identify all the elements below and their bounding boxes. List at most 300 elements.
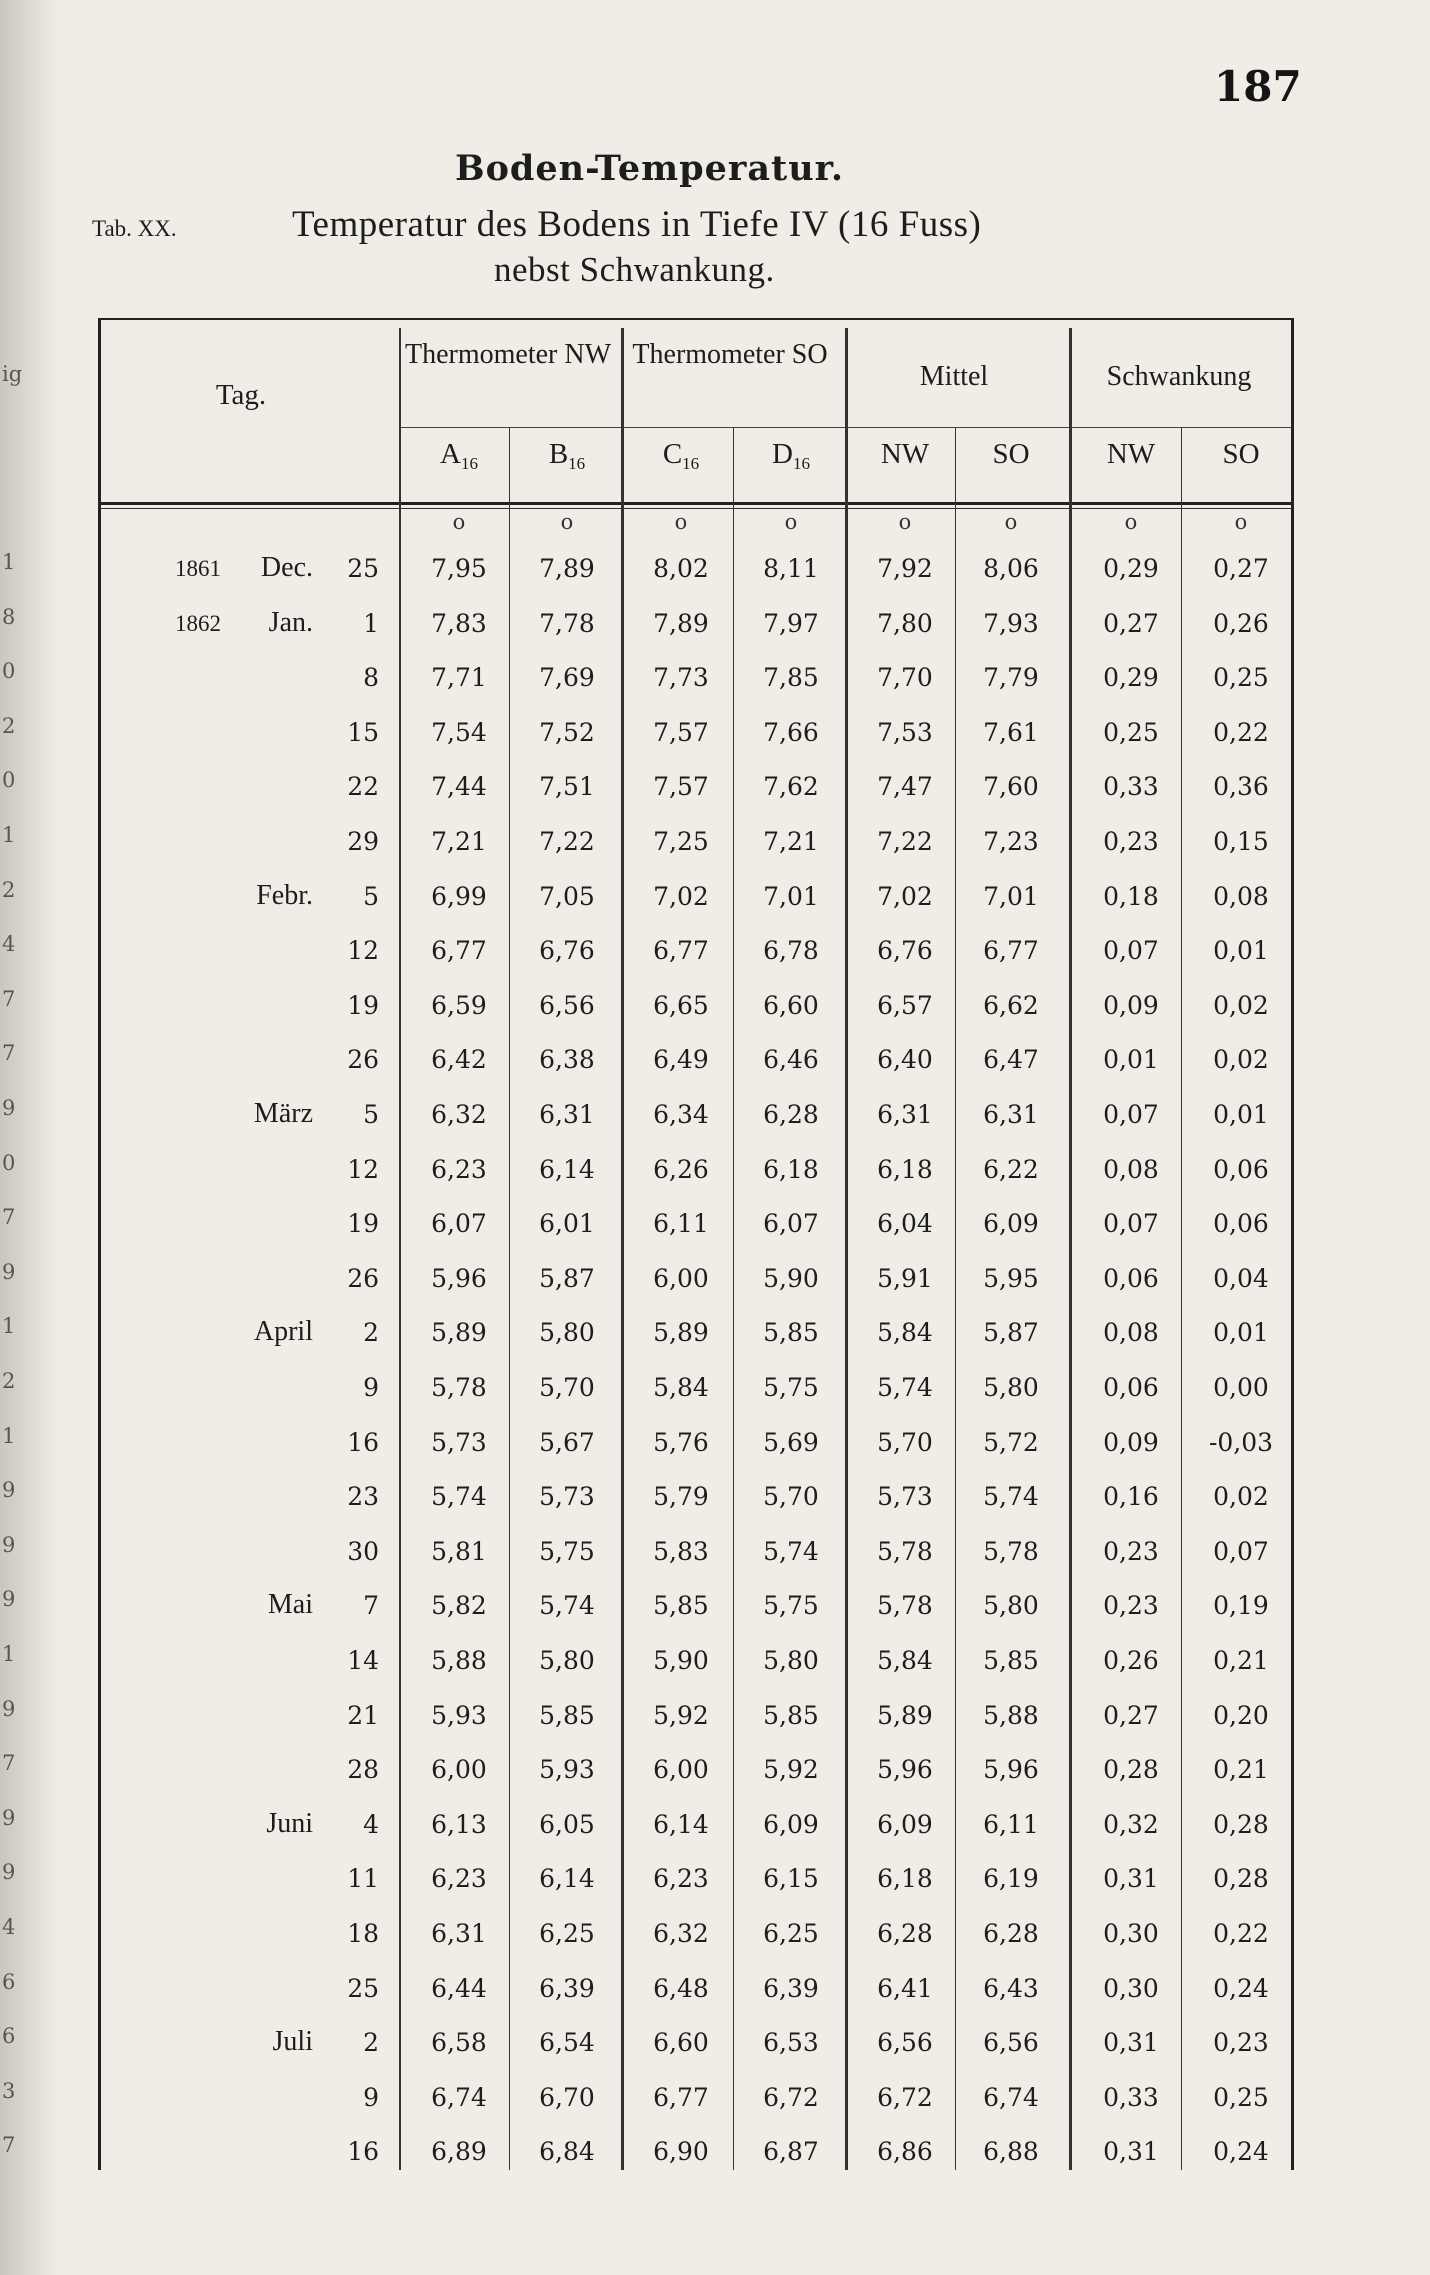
row-month: Dec. xyxy=(260,552,313,583)
table-cell: 7,83 xyxy=(431,608,487,638)
subheader-rule-mittel xyxy=(845,427,1069,428)
table-cell: 5,72 xyxy=(983,1427,1039,1457)
table-cell: 5,85 xyxy=(653,1591,709,1621)
table-cell: 7,02 xyxy=(653,881,709,911)
table-cell: 0,01 xyxy=(1103,1045,1159,1075)
table-cell: 6,84 xyxy=(539,2137,595,2167)
table-cell: 6,60 xyxy=(653,2028,709,2058)
table-cell: 7,78 xyxy=(539,608,595,638)
table-row xyxy=(101,1207,1291,1262)
table-cell: 7,22 xyxy=(877,827,933,856)
table-cell: 5,96 xyxy=(983,1755,1039,1785)
table-cell: 6,39 xyxy=(763,1973,819,2003)
table-cell: 0,07 xyxy=(1103,1100,1159,1129)
table-row xyxy=(101,1426,1291,1481)
table-cell: 0,07 xyxy=(1103,1209,1159,1239)
table-cell: 0,06 xyxy=(1103,1373,1159,1402)
gutter-fragment: 0 xyxy=(2,1150,16,1175)
gutter-fragment: 6 xyxy=(2,1969,16,1994)
gutter-fragment: 7 xyxy=(2,986,16,1011)
table-cell: 0,27 xyxy=(1103,608,1159,638)
table-cell: 5,88 xyxy=(983,1700,1039,1730)
table-cell: 5,89 xyxy=(877,1700,933,1730)
table-cell: 5,80 xyxy=(539,1646,595,1675)
table-cell: 5,80 xyxy=(539,1318,595,1348)
table-cell: 7,73 xyxy=(653,663,709,693)
table-row xyxy=(101,1808,1291,1863)
row-day: 26 xyxy=(347,1263,379,1293)
subheader-rule-schwankung xyxy=(1069,427,1291,428)
row-day: 25 xyxy=(347,1973,379,2003)
subheader-subscript: 16 xyxy=(460,454,478,473)
degree-mark: o xyxy=(452,510,466,534)
table-cell: 5,89 xyxy=(653,1318,709,1348)
subheader-cell xyxy=(1078,438,1184,471)
table-cell: 7,25 xyxy=(653,827,709,856)
table-cell: 7,92 xyxy=(877,554,933,583)
table-cell: 5,90 xyxy=(763,1263,819,1293)
table-cell: 6,14 xyxy=(539,1154,595,1184)
table-cell: 0,28 xyxy=(1103,1755,1159,1785)
row-day: 15 xyxy=(347,717,379,747)
row-day: 9 xyxy=(363,2082,379,2112)
table-cell: 5,96 xyxy=(431,1263,487,1293)
table-cell: 5,92 xyxy=(653,1700,709,1730)
subheader-label: C xyxy=(662,438,683,470)
table-cell: 6,28 xyxy=(877,1919,933,1948)
table-cell: 6,77 xyxy=(653,2082,709,2112)
table-cell: 0,24 xyxy=(1213,1973,1269,2003)
table-cell: 5,82 xyxy=(431,1591,487,1621)
table-cell: 0,29 xyxy=(1103,663,1159,693)
table-cell: 0,02 xyxy=(1213,1045,1269,1075)
table-cell: 7,02 xyxy=(877,881,933,911)
table-cell: 0,26 xyxy=(1103,1646,1159,1675)
table-cell: 0,04 xyxy=(1213,1263,1269,1293)
gutter-fragment: 8 xyxy=(2,604,16,629)
table-cell: 5,90 xyxy=(653,1646,709,1675)
table-cell: 7,97 xyxy=(763,608,819,638)
table-cell: 6,23 xyxy=(431,1154,487,1184)
table-cell: 0,08 xyxy=(1103,1154,1159,1184)
table-cell: 6,32 xyxy=(431,1100,487,1129)
table-cell: 6,22 xyxy=(983,1154,1039,1184)
table-cell: 7,51 xyxy=(539,772,595,802)
table-cell: 0,08 xyxy=(1103,1318,1159,1348)
gutter-fragment: 7 xyxy=(2,2133,16,2158)
header-thermometer-so: Thermometer SO xyxy=(632,339,828,370)
table-cell: 0,23 xyxy=(1103,1536,1159,1566)
table-cell: 0,06 xyxy=(1103,1263,1159,1293)
table-cell: 6,86 xyxy=(877,2137,933,2167)
table-cell: 6,77 xyxy=(653,936,709,966)
table-cell: 6,39 xyxy=(539,1973,595,2003)
table-cell: 5,93 xyxy=(431,1700,487,1730)
table-cell: 0,07 xyxy=(1213,1536,1269,1566)
table-cell: 7,89 xyxy=(653,608,709,638)
table-cell: 7,89 xyxy=(539,554,595,583)
table-row xyxy=(101,2026,1291,2081)
row-day: 2 xyxy=(363,1318,379,1348)
table-row xyxy=(101,825,1291,880)
table-row xyxy=(101,552,1291,607)
table-row xyxy=(101,880,1291,935)
table-cell: 8,06 xyxy=(983,554,1039,583)
gutter-fragment: ig xyxy=(2,362,23,386)
table-cell: 5,70 xyxy=(877,1427,933,1457)
table-cell: 0,07 xyxy=(1103,936,1159,966)
table-cell: 6,23 xyxy=(653,1864,709,1894)
table-cell: 7,79 xyxy=(983,663,1039,693)
table-cell: 6,15 xyxy=(763,1864,819,1894)
table-cell: 5,92 xyxy=(763,1755,819,1785)
table-row xyxy=(101,1535,1291,1590)
table-cell: 6,13 xyxy=(431,1809,487,1839)
subheader-label: NW xyxy=(880,438,930,470)
gutter-fragment: 4 xyxy=(2,1915,16,1939)
subheader-label: NW xyxy=(1106,438,1156,470)
table-cell: 6,31 xyxy=(539,1100,595,1129)
header-mittel: Mittel xyxy=(919,361,989,392)
row-day: 29 xyxy=(347,827,379,856)
table-number-label: Tab. XX. xyxy=(92,216,177,241)
table-cell: 0,23 xyxy=(1103,1591,1159,1621)
table-cell: 5,85 xyxy=(983,1646,1039,1675)
gutter-fragment: 9 xyxy=(2,1478,16,1503)
table-cell: 7,93 xyxy=(983,608,1039,638)
table-cell: 6,65 xyxy=(653,990,709,1020)
table-cell: 5,74 xyxy=(983,1482,1039,1512)
table-row xyxy=(101,2135,1291,2190)
table-cell: 6,77 xyxy=(983,936,1039,966)
table-cell: 6,09 xyxy=(763,1809,819,1839)
table-cell: 6,31 xyxy=(431,1919,487,1948)
table-cell: 6,57 xyxy=(877,990,933,1020)
table-cell: 6,76 xyxy=(539,936,595,966)
table-cell: 7,80 xyxy=(877,608,933,638)
table-cell: 0,36 xyxy=(1213,772,1269,802)
table-cell: 7,85 xyxy=(763,663,819,693)
table-row xyxy=(101,989,1291,1044)
table-cell: 6,40 xyxy=(877,1045,933,1075)
table-cell: 6,46 xyxy=(763,1045,819,1075)
table-cell: 0,25 xyxy=(1103,717,1159,747)
table-cell: 5,93 xyxy=(539,1755,595,1785)
row-day: 23 xyxy=(347,1482,379,1512)
table-cell: 6,32 xyxy=(653,1919,709,1948)
table-cell: 0,33 xyxy=(1103,2082,1159,2112)
table-cell: 6,25 xyxy=(539,1919,595,1948)
subheader-cell xyxy=(958,438,1064,471)
table-cell: 0,15 xyxy=(1213,827,1269,856)
table-cell: 7,71 xyxy=(431,663,487,693)
table-cell: 0,18 xyxy=(1103,881,1159,911)
table-cell: 6,25 xyxy=(763,1919,819,1948)
table-cell: 6,72 xyxy=(763,2082,819,2112)
header-rule xyxy=(101,502,1291,505)
table-cell: 0,21 xyxy=(1213,1755,1269,1785)
table-cell: 5,73 xyxy=(431,1427,487,1457)
table-row xyxy=(101,661,1291,716)
table-cell: 6,07 xyxy=(431,1209,487,1239)
table-cell: 5,95 xyxy=(983,1263,1039,1293)
row-day: 12 xyxy=(347,936,379,966)
table-row xyxy=(101,1699,1291,1754)
gutter-fragment: 2 xyxy=(2,1369,16,1393)
table-cell: 6,09 xyxy=(877,1809,933,1839)
table-cell: 5,85 xyxy=(763,1700,819,1730)
temperature-table xyxy=(98,318,1294,2170)
table-cell: 6,05 xyxy=(539,1809,595,1839)
subheader-label: SO xyxy=(992,438,1030,470)
table-cell: 0,22 xyxy=(1213,717,1269,747)
row-day: 21 xyxy=(347,1700,379,1730)
table-cell: 5,75 xyxy=(763,1373,819,1402)
table-cell: 7,22 xyxy=(539,827,595,856)
table-cell: 5,74 xyxy=(877,1373,933,1402)
table-cell: 7,47 xyxy=(877,772,933,802)
table-cell: 0,24 xyxy=(1213,2137,1269,2167)
table-cell: 0,28 xyxy=(1213,1864,1269,1894)
table-row xyxy=(101,1917,1291,1972)
table-cell: 6,56 xyxy=(539,990,595,1020)
table-row xyxy=(101,607,1291,662)
table-cell: 6,53 xyxy=(763,2028,819,2058)
table-cell: 6,59 xyxy=(431,990,487,1020)
table-cell: 6,44 xyxy=(431,1973,487,2003)
table-cell: 6,90 xyxy=(653,2137,709,2167)
table-cell: 0,01 xyxy=(1213,1318,1269,1348)
table-cell: 7,95 xyxy=(431,554,487,583)
table-cell: 7,52 xyxy=(539,717,595,747)
table-cell: 6,42 xyxy=(431,1045,487,1075)
row-month: April xyxy=(253,1316,313,1348)
table-cell: 5,78 xyxy=(877,1536,933,1566)
header-schwankung: Schwankung xyxy=(1106,361,1252,392)
table-cell: 6,23 xyxy=(431,1864,487,1894)
table-cell: 0,33 xyxy=(1103,772,1159,802)
table-cell: 0,01 xyxy=(1213,936,1269,966)
page-number: 187 xyxy=(1214,62,1302,111)
table-cell: 0,02 xyxy=(1213,990,1269,1020)
gutter-fragment: 7 xyxy=(2,1751,16,1776)
gutter-fragment: 7 xyxy=(2,1205,16,1230)
degree-mark: o xyxy=(1234,510,1248,534)
subheader-cell xyxy=(406,438,512,474)
table-cell: 6,56 xyxy=(877,2028,933,2058)
table-cell: 6,56 xyxy=(983,2028,1039,2058)
table-cell: 5,74 xyxy=(431,1482,487,1512)
gutter-fragment: 2 xyxy=(2,713,16,738)
table-cell: 6,76 xyxy=(877,936,933,966)
table-cell: 0,25 xyxy=(1213,663,1269,693)
table-cell: 6,62 xyxy=(983,990,1039,1020)
gutter-fragment: 1 xyxy=(2,550,16,574)
table-row xyxy=(101,1262,1291,1317)
table-cell: 6,78 xyxy=(763,936,819,966)
subheader-subscript: 16 xyxy=(568,454,586,473)
table-cell: 6,01 xyxy=(539,1209,595,1239)
row-day: 14 xyxy=(347,1646,379,1675)
row-day: 28 xyxy=(347,1755,379,1785)
table-cell: 6,00 xyxy=(431,1755,487,1785)
table-row xyxy=(101,1753,1291,1808)
table-cell: 5,73 xyxy=(539,1482,595,1512)
table-cell: 5,91 xyxy=(877,1263,933,1293)
table-cell: 5,76 xyxy=(653,1427,709,1457)
table-cell: 6,58 xyxy=(431,2028,487,2058)
table-cell: 0,22 xyxy=(1213,1919,1269,1948)
table-cell: 7,62 xyxy=(763,772,819,802)
table-cell: 0,21 xyxy=(1213,1646,1269,1675)
gutter-fragment: 9 xyxy=(2,1860,16,1885)
row-month: Febr. xyxy=(256,879,313,911)
table-row xyxy=(101,1644,1291,1699)
table-cell: 5,83 xyxy=(653,1536,709,1566)
table-cell: 5,85 xyxy=(763,1318,819,1348)
table-cell: 5,78 xyxy=(431,1373,487,1402)
page-heading: Boden-Temperatur. xyxy=(455,148,845,189)
table-cell: 5,96 xyxy=(877,1755,933,1785)
tag-header: Tag. xyxy=(215,379,267,411)
table-cell: 0,23 xyxy=(1103,827,1159,856)
table-cell: 0,29 xyxy=(1103,554,1159,583)
table-cell: 6,34 xyxy=(653,1100,709,1129)
gutter-fragment: 1 xyxy=(2,1423,16,1448)
table-cell: 0,01 xyxy=(1213,1100,1269,1129)
row-month: Juni xyxy=(266,1807,313,1839)
table-cell: 7,61 xyxy=(983,717,1039,747)
table-row xyxy=(101,1862,1291,1917)
table-cell: 0,27 xyxy=(1213,554,1269,583)
table-cell: 7,44 xyxy=(431,772,487,802)
gutter-fragment: 6 xyxy=(2,2024,16,2049)
table-cell: 6,14 xyxy=(653,1809,709,1839)
subheader-cell xyxy=(852,438,958,471)
table-cell: 8,11 xyxy=(763,554,819,583)
table-row xyxy=(101,770,1291,825)
table-cell: 0,28 xyxy=(1213,1809,1269,1839)
table-cell: 6,19 xyxy=(983,1864,1039,1894)
table-row xyxy=(101,1589,1291,1644)
table-cell: 6,18 xyxy=(877,1154,933,1184)
table-cell: 7,57 xyxy=(653,717,709,747)
row-day: 2 xyxy=(363,2028,379,2058)
gutter-fragment: 0 xyxy=(2,659,16,684)
subheader-cell xyxy=(738,438,844,474)
table-cell: 6,28 xyxy=(763,1100,819,1129)
table-cell: 0,31 xyxy=(1103,1864,1159,1894)
header-thermometer-nw: Thermometer NW xyxy=(404,339,612,370)
row-month: Jan. xyxy=(268,606,313,638)
table-cell: 0,20 xyxy=(1213,1700,1269,1730)
table-row xyxy=(101,1316,1291,1371)
table-cell: 0,30 xyxy=(1103,1973,1159,2003)
table-cell: 0,25 xyxy=(1213,2082,1269,2112)
table-cell: 5,80 xyxy=(983,1373,1039,1402)
row-month: Juli xyxy=(272,2026,313,2058)
table-cell: 6,70 xyxy=(539,2082,595,2112)
gutter-fragment: 9 xyxy=(2,1259,16,1284)
table-cell: 5,87 xyxy=(539,1263,595,1293)
table-cell: 6,48 xyxy=(653,1973,709,2003)
table-cell: 6,54 xyxy=(539,2028,595,2058)
table-cell: 5,73 xyxy=(877,1482,933,1512)
table-cell: 6,38 xyxy=(539,1045,595,1075)
table-cell: 7,01 xyxy=(983,881,1039,911)
table-cell: 6,04 xyxy=(877,1209,933,1239)
table-cell: 6,31 xyxy=(983,1100,1039,1129)
table-cell: 0,00 xyxy=(1213,1373,1269,1402)
gutter-fragment: 1 xyxy=(2,823,16,847)
table-title-line2: nebst Schwankung. xyxy=(494,250,775,289)
table-cell: 6,11 xyxy=(653,1209,709,1239)
table-cell: 5,89 xyxy=(431,1318,487,1348)
table-cell: 7,69 xyxy=(539,663,595,693)
table-cell: 6,77 xyxy=(431,936,487,966)
table-cell: 5,84 xyxy=(653,1373,709,1402)
table-row xyxy=(101,716,1291,771)
row-day: 5 xyxy=(363,881,379,911)
table-cell: 7,53 xyxy=(877,717,933,747)
table-cell: 5,80 xyxy=(983,1591,1039,1621)
row-year: 1861 xyxy=(175,556,221,581)
table-cell: 0,02 xyxy=(1213,1482,1269,1512)
table-cell: 0,30 xyxy=(1103,1919,1159,1948)
table-cell: 5,80 xyxy=(763,1646,819,1675)
row-day: 25 xyxy=(347,554,379,583)
table-row xyxy=(101,1480,1291,1535)
table-cell: 5,84 xyxy=(877,1318,933,1348)
subheader-label: SO xyxy=(1222,438,1260,470)
table-cell: 7,57 xyxy=(653,772,709,802)
row-day: 1 xyxy=(363,608,379,638)
subheader-subscript: 16 xyxy=(682,454,700,473)
table-cell: 6,60 xyxy=(763,990,819,1020)
table-cell: 6,28 xyxy=(983,1919,1039,1948)
row-day: 22 xyxy=(347,772,379,802)
gutter-fragment: 3 xyxy=(2,2078,16,2103)
gutter-fragment: 9 xyxy=(2,1532,16,1557)
table-cell: 0,31 xyxy=(1103,2137,1159,2167)
subheader-label: A xyxy=(440,438,461,470)
row-year: 1862 xyxy=(175,610,221,636)
row-day: 8 xyxy=(363,663,379,693)
table-cell: 0,06 xyxy=(1213,1209,1269,1239)
row-day: 4 xyxy=(363,1809,379,1839)
table-cell: 0,06 xyxy=(1213,1154,1269,1184)
table-cell: 6,87 xyxy=(763,2137,819,2167)
degree-mark: o xyxy=(1004,510,1018,534)
table-cell: 6,00 xyxy=(653,1755,709,1785)
table-cell: 5,87 xyxy=(983,1318,1039,1348)
table-cell: 6,47 xyxy=(983,1045,1039,1075)
gutter-fragment: 9 xyxy=(2,1096,16,1120)
gutter-fragment: 4 xyxy=(2,932,16,957)
subheader-cell xyxy=(514,438,620,474)
table-cell: 5,74 xyxy=(763,1536,819,1566)
table-row xyxy=(101,1972,1291,2027)
table-cell: 5,81 xyxy=(431,1536,487,1566)
table-cell: 6,11 xyxy=(983,1809,1039,1839)
gutter-fragment: 1 xyxy=(2,1314,16,1339)
subheader-cell xyxy=(628,438,734,474)
table-cell: 5,74 xyxy=(539,1591,595,1621)
table-cell: 6,14 xyxy=(539,1864,595,1894)
row-day: 19 xyxy=(347,990,379,1020)
degree-mark: o xyxy=(898,510,912,534)
table-cell: 6,07 xyxy=(763,1209,819,1239)
